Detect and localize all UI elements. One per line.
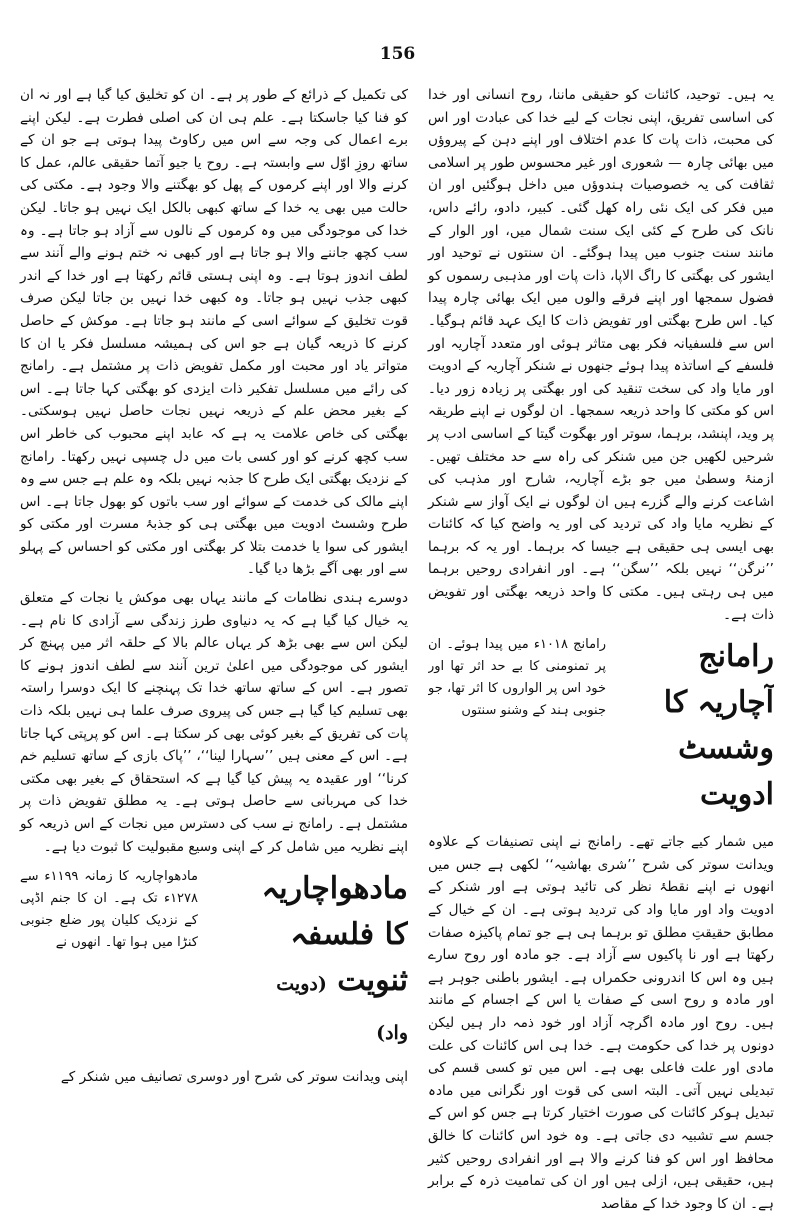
- section-heading-madhva: [20, 866, 408, 1056]
- section-intro-note: مادھواچاریہ کا زمانہ ۱۱۹۹ء سے ۱۲۷۸ء تک ہے۔ ان کا جنم اڈپی کے نزدیک کلیان پور ضلع جنوبی کنڑا میں ہوا تھا۔ انھوں نے: [20, 869, 198, 951]
- left-paragraph-2: دوسرے ہندی نظامات کے مانند یہاں بھی موکش یا نجات کے متعلق یہ خیال کیا گیا ہے کہ یہ دنیاوی طرز زندگی سے آزادی کا نام ہے۔ لیکن اس سے بھی بڑھ کر یہاں عالم بالا کے حلقہ اثر میں پہنچ کر ایشور کی موجودگی میں اعلیٰ ترین آنند سے لطف اندوز ہونے کا تصور ہے۔ اس کے ساتھ ساتھ خدا تک پہنچنے کا ایک دوسرا راستہ بھی تسلیم کیا گیا ہے جس کی پیروی صرف علما ہی نہیں بلکہ ذات پات کی تفریق کے بغیر کوئی بھی کر سکتا ہے۔ اس کو پرپتی کہا جاتا ہے۔ اس کے معنی ہیں ’’سہارا لینا‘‘، ’’پاک بازی کے ساتھ تسلیم خم کرنا‘‘ اور عقیدہ یہ پیش کیا گیا ہے کہ استحقاق کے بغیر بھی مکتی خدا کی مہربانی سے حاصل ہوتی ہے۔ یہ مطلق تفویض ذات پر مشتمل ہے۔ رامانج نے سب کی دسترس میں نجات کے اس ذریعہ کو اپنے نظریہ میں شامل کر کے اپنی وسیع مقبولیت کا ثبوت دیا ہے۔: [20, 590, 408, 855]
- section-title: [248, 866, 408, 1056]
- left-column: [20, 84, 408, 1095]
- left-paragraph-3: اپنی ویدانت سوتر کی شرح اور دوسری تصانیف میں شنکر کے: [60, 1069, 408, 1086]
- right-body-paragraph: میں شمار کیے جاتے تھے۔ رامانج نے اپنی تصنیفات کے علاوہ ویدانت سوتر کی شرح ’’شری بھاشیہ‘‘ لکھی ہے جس میں انھوں نے اپنے نقطۂ نظر کی تائید ہوتی ہے اور شنکر کے ادویت واد اور مایا واد کی تردید ہوتی ہے۔ ان کے خیال کے مطابق حقیقتِ مطلق تو برہما ہی ہے جو تمام پاکیزہ صفات رکھتا ہے اور نا پاکیوں سے آزاد ہے۔ جو مادہ اور روح سارے ہیں وہ اس کا اندرونی حکمراں ہے۔ ایشور باطنی جوہر ہے اور مادہ و روح اسی کے صفات یا اس کے اجسام کے مانند ہیں۔ روح اور مادہ اگرچہ آزاد اور خود ذمہ دار ہیں لیکن دونوں پر خدا کی حکومت ہے۔ خدا ہی اس کائنات کی علت مادی اور علت فاعلی بھی ہے۔ اس میں تو کسی قسم کی تبدیلی نہیں آتی۔ البتہ اسی کی قوت اور نگرانی میں مادہ تبدیل ہوکر کائنات کی صورت اختیار کرتا ہے جس کو اس کے جسم سے تشبیہ دی جاتی ہے۔ وہ خود اس کائنات کا خالق محافظ اور اس کو فنا کرنے والا ہے اور انفرادی روحیں کثیر ہیں، حقیقی ہیں، ازلی ہیں اور ان کی تمامیت ذرہ کے برابر ہے۔ ان کا وجود خدا کے مقاصد: [428, 834, 774, 1212]
- section-title-text: رامانج آچاریہ کا وشسٹ ادویت: [663, 639, 774, 813]
- section-title: [614, 634, 774, 821]
- right-intro-paragraph: یہ ہیں۔ توحید، کائنات کو حقیقی ماننا، روح انسانی اور خدا کی اساسی تفریق، اپنی نجات کے لیے خدا کی عبادت اور اس کی محبت، ذات پات کا عدم اختلاف اور اپنے دہن کے پیروؤں میں بھائی چارہ — شعوری اور غیر محسوس طور پر اسلامی ثقافت کی یہ خصوصیات ہندوؤں میں داخل ہوگئیں اور ان میں فکر کی ایک نئی راہ کھل گئی۔ کبیر، دادو، رائے داس، نانک کی طرح کے کئی ایک سنت شمال میں، اور الوار کے مانند سنت جنوب میں پیدا ہوگئے۔ ان سنتوں نے توحید اور ایشور کی بھگتی کا راگ الاپا، ذات پات اور مذہبی رسموں کو فضول سمجھا اور اپنے فرقے والوں میں ایک بھائی چارہ پیدا کیا۔ اس طرح بھگتی اور تفویض ذات کا ایک عہد قائم ہوگیا۔ اس سے فلسفیانہ فکر بھی متاثر ہوئی اور متعدد آچاریہ اور فلسفے کے اساتذہ پیدا ہوئے جنھوں نے شنکر آچاریہ کے ادویت اور مایا واد کی سخت تنقید کی اور بھگتی پر زیادہ زور دیا۔ اس کو مکتی کا واحد ذریعہ سمجھا۔ ان لوگوں نے اپنے طریقہ پر وید، اپنشد، برہما، سوتر اور بھگوت گیتا کے اساسی ادب پر شرحیں لکھیں جن میں شنکر کی راہ سے حد مختلف تھیں۔ ازمنۂ وسطیٰ میں جو بڑے آچاریہ، شارح اور مذہب کی اشاعت کرنے والے گزرے ہیں ان لوگوں نے ایک آواز سے شنکر کے نظریہ مایا واد کی تردید کی اور یہ واضح کیا کہ کائنات بھی ایسی ہی حقیقی ہے جیسا کہ برہما۔ اور یہ کہ برہما ’’نرگن‘‘ نہیں بلکہ ’’سگن‘‘ ہے۔ اور انفرادی روحیں برہما میں ہی رہتی ہیں۔ مکتی کا واحد ذریعہ بھگتی اور تفویض ذات ہے۔: [428, 87, 774, 623]
- page-number: 156: [379, 44, 416, 64]
- right-column: [428, 84, 774, 1221]
- section-title-text: مادھواچاریہ کا فلسفہ ثنویت: [261, 871, 408, 999]
- section-heading-ramanuja: [428, 634, 774, 821]
- left-paragraph-1: کی تکمیل کے ذرائع کے طور پر ہے۔ ان کو تخلیق کیا گیا ہے اور نہ ان کو فنا کیا جاسکتا ہے۔ علم ہی ان کی اصلی فطرت ہے۔ لیکن اپنے برے اعمال کی وجہ سے اس میں رکاوٹ پیدا ہوتی ہے جو ان کے ساتھ روزِ اوّل سے وابستہ ہے۔ روح یا جیو آتما حقیقی عالم، عمل کا کرنے والا اور اپنے کرموں کے پھل کو بھگتنے والا وجود ہے۔ مکتی کی حالت میں بھی یہ خدا کے ساتھ کبھی بالکل ایک نہیں ہو جاتا۔ لیکن خدا کی موجودگی میں وہ کرموں کے نالوں سے آزاد ہو جاتا ہے۔ وہ سب کچھ جاننے والا ہو جاتا ہے اور کبھی نہ ختم ہونے والے آنند سے لطف اندوز ہوتا ہے۔ وہ اپنی ہستی قائم رکھتا ہے اور خدا کے اندر کبھی جذب نہیں ہو جاتا۔ وہ کبھی خدا نہیں بن جاتا لیکن صرف قوت تخلیق کے سوائے اسی کے مانند ہو جاتا ہے۔ موکش کے حاصل کرنے کا ذریعہ گیان ہے جو اس کی ہمیشہ مسلسل فکر یا ان کا متواتر یاد اور محبت اور مکمل تفویض ذات پر مشتمل ہے۔ رامانج کی رائے میں مسلسل تفکیر ذات ایزدی کو بھگتی کہا جاتا ہے۔ اس کے بغیر محض علم کے ذریعہ نہیں نجات حاصل نہیں ہوسکتی۔ بھگتی کی خاص علامت یہ ہے کہ عابد اپنے محبوب کی خاطر اس سب کچھ کرنے کو اور کسی بات میں دل چسپی نہیں رکھتا۔ رامانج کے نزدیک بھگتی ایک طرح کا جذبہ نہیں بلکہ وہ علم ہے جس سے وہ اپنے مالک کی خدمت کے سوائے اور سب باتوں کو بھول جاتا ہے۔ اس طرح وشسٹ ادویت میں بھگتی ہی کو جذبۂ مسرت اور مکتی کو ایشور کی سوا یا خدمت بتلا کر بھگتی اور مکتی کو احساس کے پہلو سے اور بھی آگے بڑھا دیا گیا۔: [20, 87, 408, 578]
- section-subtitle: (دویت واد): [276, 973, 408, 1045]
- section-intro-note: رامانج ۱۰۱۸ء میں پیدا ہوئے۔ ان پر تمنومنی کا بے حد اثر تھا اور خود اس پر الواروں کا اثر تھا، جو جنوبی ہند کے وشنو سنتوں: [428, 637, 606, 719]
